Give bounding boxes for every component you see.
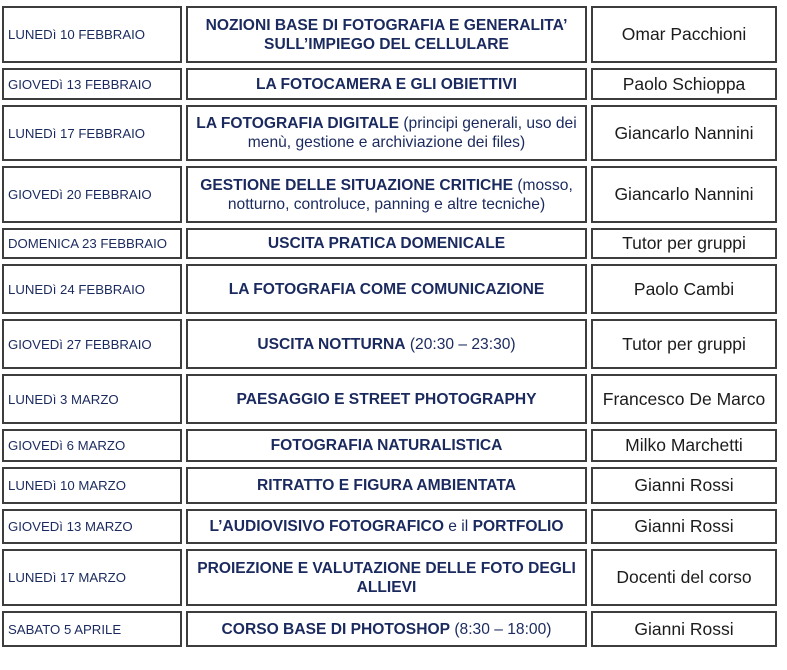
topic-cell	[186, 68, 587, 100]
topic-cell	[186, 264, 587, 314]
topic-cell	[186, 509, 587, 544]
topic-title: PAESAGGIO E STREET PHOTOGRAPHY	[236, 390, 537, 408]
date-text: GIOVEDì 27 FEBBRAIO	[8, 336, 152, 352]
teacher-name: Giancarlo Nannini	[614, 122, 754, 143]
topic-title: FOTOGRAFIA NATURALISTICA	[270, 437, 503, 454]
date-text: GIOVEDì 13 MARZO	[8, 519, 133, 534]
topic-title: CORSO BASE DI PHOTOSHOP	[221, 620, 451, 638]
topic-title: L’AUDIOVISIVO FOTOGRAFICO	[209, 518, 444, 535]
topic-cell	[186, 228, 587, 259]
date-cell	[2, 611, 182, 647]
teacher-name: Paolo Schioppa	[622, 73, 746, 94]
teacher-cell	[591, 166, 777, 223]
teacher-cell	[591, 264, 777, 314]
date-cell	[2, 264, 182, 314]
table-row	[2, 166, 781, 223]
table-row	[2, 467, 781, 504]
topic-title: RITRATTO E FIGURA AMBIENTATA	[256, 477, 516, 494]
teacher-cell	[591, 319, 777, 369]
topic-title: LA FOTOGRAFIA COME COMUNICAZIONE	[228, 280, 545, 298]
date-text: GIOVEDì 13 FEBBRAIO	[8, 76, 152, 92]
topic-note: (mosso, notturno, controluce, panning e altre tecniche)	[227, 176, 573, 213]
table-row	[2, 319, 781, 369]
topic-cell	[186, 549, 587, 606]
table-row	[2, 105, 781, 161]
teacher-cell	[591, 228, 777, 259]
teacher-cell	[591, 549, 777, 606]
table-row	[2, 549, 781, 606]
teacher-cell	[591, 611, 777, 647]
date-cell	[2, 6, 182, 63]
topic-title: PROIEZIONE E VALUTAZIONE DELLE FOTO DEGLI ALLIEVI	[197, 559, 576, 596]
topic-cell	[186, 429, 587, 462]
date-text: SABATO 5 APRILE	[8, 621, 122, 637]
table-row	[2, 264, 781, 314]
topic-title: GESTIONE DELLE SITUAZIONE CRITICHE	[200, 176, 513, 194]
teacher-name: Gianni Rossi	[634, 618, 734, 639]
teacher-name: Paolo Cambi	[633, 278, 735, 299]
teacher-cell	[591, 6, 777, 63]
date-text: LUNEDì 10 MARZO	[8, 478, 126, 493]
teacher-name: Docenti del corso	[616, 567, 752, 587]
topic-title: LA FOTOCAMERA E GLI OBIETTIVI	[255, 75, 518, 93]
topic-note: (20:30 – 23:30)	[405, 335, 516, 353]
topic-title-extra: PORTFOLIO	[472, 518, 564, 535]
topic-cell	[186, 319, 587, 369]
date-cell	[2, 68, 182, 100]
table-row	[2, 6, 781, 63]
teacher-name: Francesco De Marco	[602, 388, 766, 409]
teacher-cell	[591, 429, 777, 462]
table-row	[2, 509, 781, 544]
date-cell	[2, 319, 182, 369]
table-row	[2, 611, 781, 647]
teacher-name: Omar Pacchioni	[621, 24, 747, 44]
date-text: GIOVEDì 20 FEBBRAIO	[8, 187, 152, 202]
date-cell	[2, 105, 182, 161]
topic-cell	[186, 467, 587, 504]
date-text: DOMENICA 23 FEBBRAIO	[8, 236, 168, 251]
date-text: LUNEDì 24 FEBBRAIO	[8, 281, 146, 297]
topic-note: (principi generali, uso dei menù, gestione e archiviazione dei files)	[247, 115, 577, 151]
teacher-cell	[591, 374, 777, 424]
topic-cell	[186, 611, 587, 647]
schedule-table	[2, 6, 781, 652]
topic-title: USCITA NOTTURNA	[257, 335, 406, 353]
teacher-cell	[591, 68, 777, 100]
date-text: GIOVEDì 6 MARZO	[8, 438, 126, 453]
topic-cell	[186, 105, 587, 161]
topic-cell	[186, 6, 587, 63]
date-cell	[2, 429, 182, 462]
teacher-cell	[591, 105, 777, 161]
date-cell	[2, 166, 182, 223]
teacher-name: Tutor per gruppi	[622, 233, 746, 253]
table-row	[2, 429, 781, 462]
date-cell	[2, 374, 182, 424]
topic-title: NOZIONI BASE DI FOTOGRAFIA E GENERALITA’ SULL’IMPIEGO DEL CELLULARE	[205, 16, 568, 53]
topic-title: LA FOTOGRAFIA DIGITALE	[196, 115, 399, 132]
date-cell	[2, 228, 182, 259]
teacher-name: Gianni Rossi	[634, 516, 734, 536]
topic-note: (8:30 – 18:00)	[450, 620, 552, 638]
date-cell	[2, 467, 182, 504]
date-text: LUNEDì 3 MARZO	[8, 391, 119, 407]
date-text: LUNEDì 17 MARZO	[8, 570, 126, 585]
topic-note: e il	[443, 518, 473, 535]
date-text: LUNEDì 10 FEBBRAIO	[8, 27, 146, 42]
topic-title: USCITA PRATICA DOMENICALE	[267, 235, 506, 252]
date-cell	[2, 509, 182, 544]
teacher-cell	[591, 467, 777, 504]
teacher-name: Gianni Rossi	[634, 475, 734, 495]
table-row	[2, 68, 781, 100]
teacher-name: Milko Marchetti	[625, 435, 743, 455]
topic-cell	[186, 374, 587, 424]
teacher-name: Giancarlo Nannini	[614, 184, 754, 204]
table-row	[2, 228, 781, 259]
date-text: LUNEDì 17 FEBBRAIO	[8, 125, 146, 141]
teacher-name: Tutor per gruppi	[622, 333, 746, 354]
topic-cell	[186, 166, 587, 223]
table-row	[2, 374, 781, 424]
date-cell	[2, 549, 182, 606]
teacher-cell	[591, 509, 777, 544]
